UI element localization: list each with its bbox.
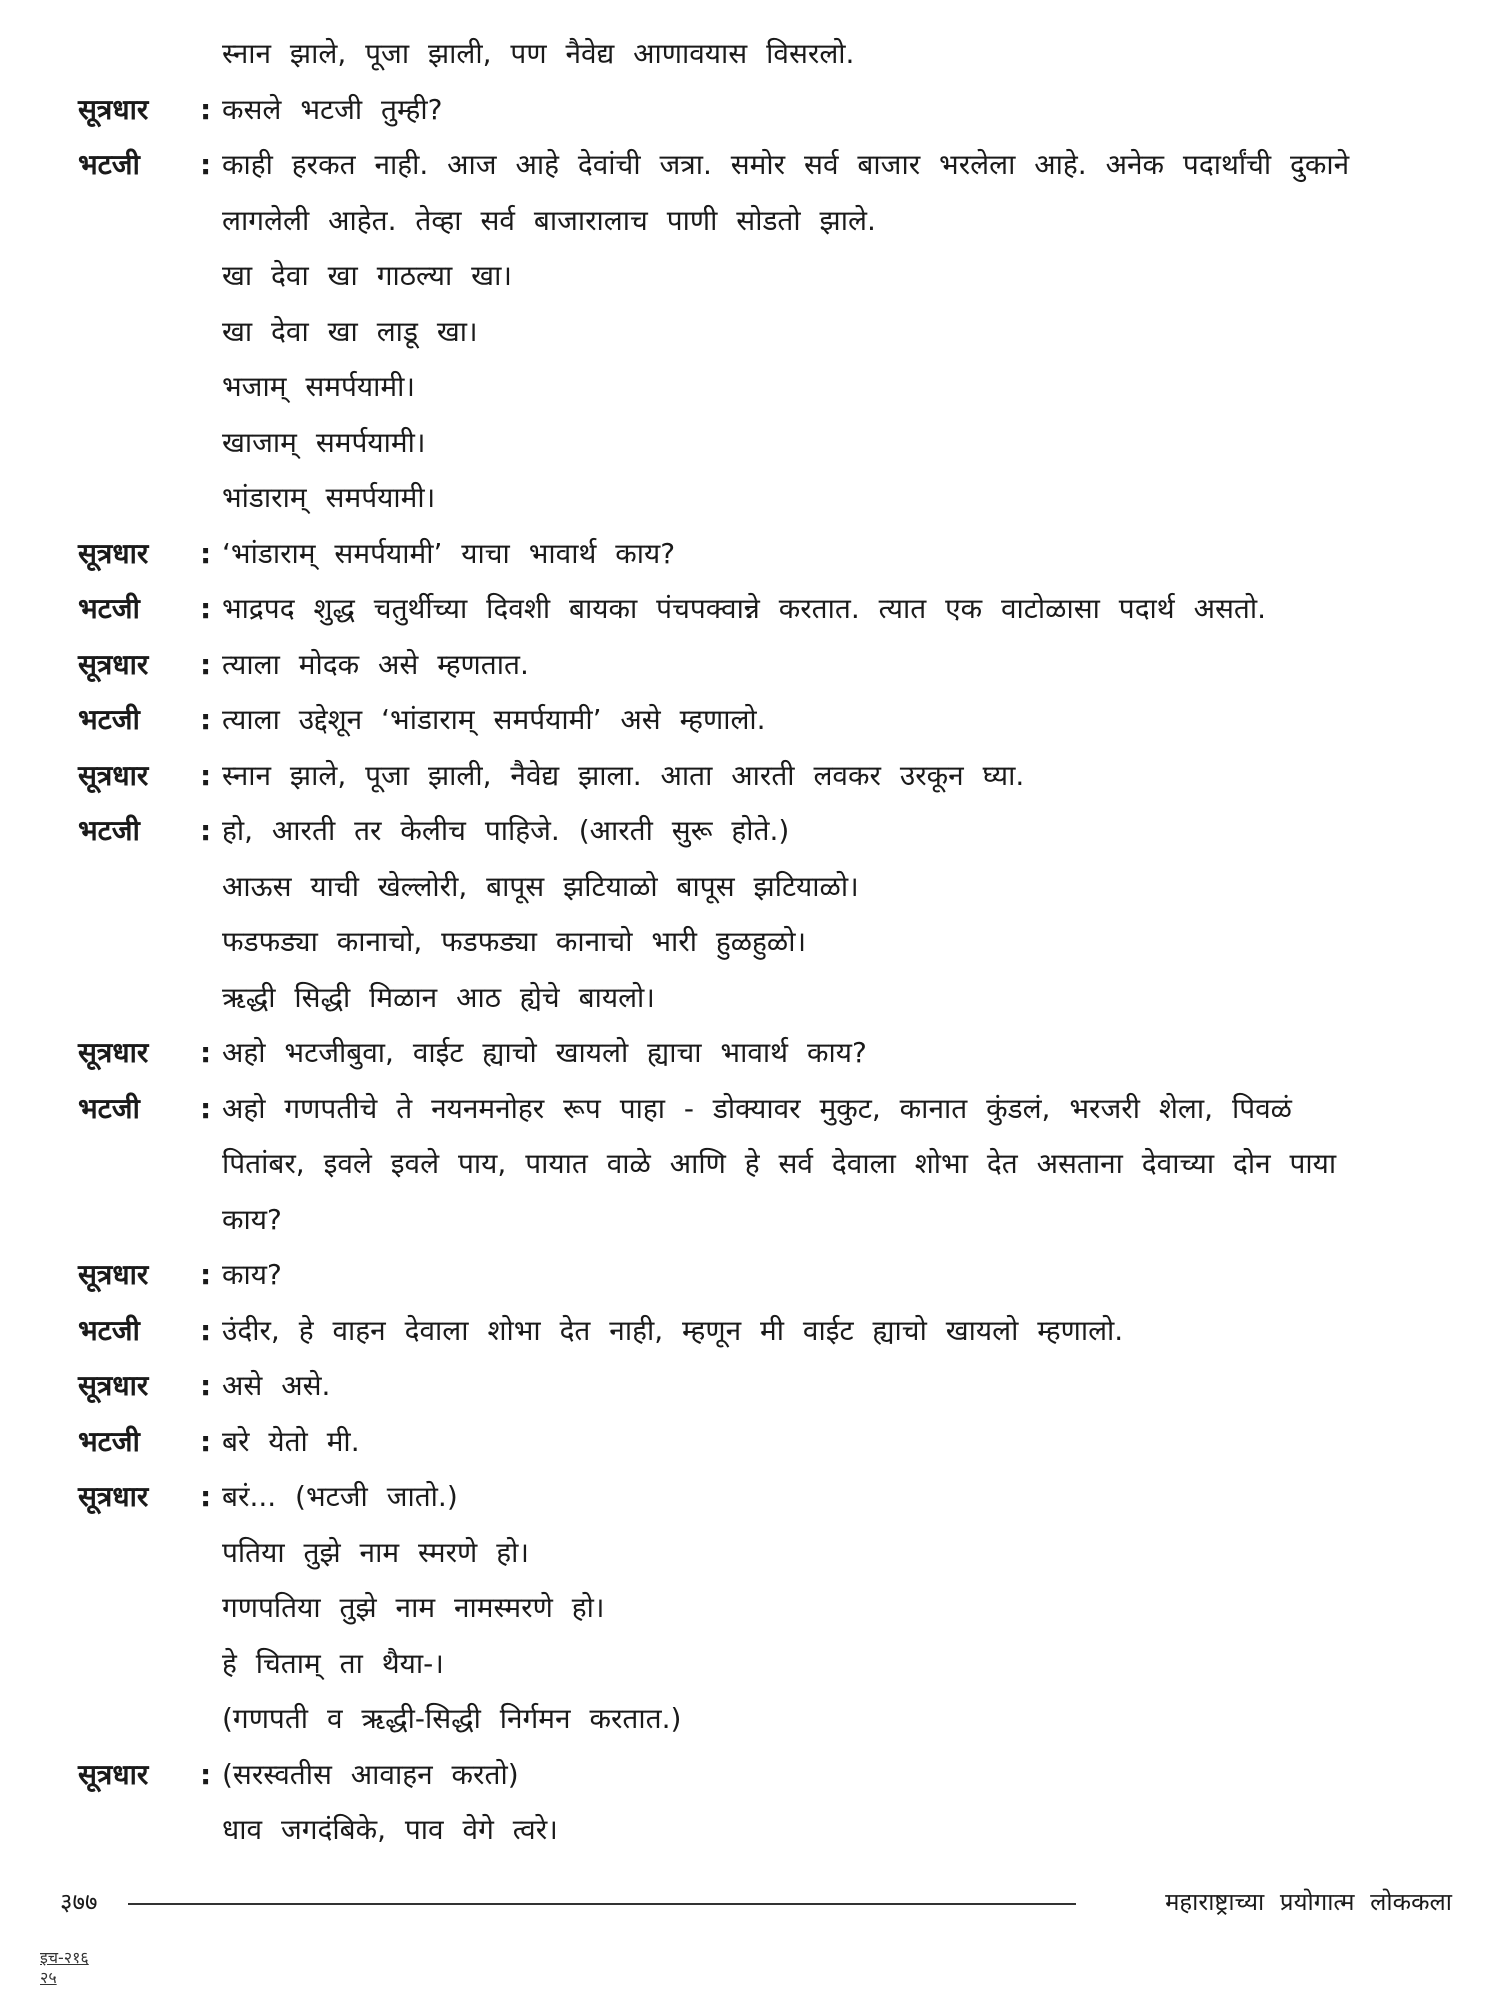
speaker-colon: : — [200, 1091, 212, 1125]
dialogue-text: काय? — [222, 1258, 282, 1291]
page-footer — [0, 1882, 1500, 1922]
dialogue-text: असे असे. — [222, 1369, 331, 1402]
speaker-name: सूत्रधार — [78, 647, 149, 681]
speaker-colon: : — [200, 1757, 212, 1791]
speaker-name: सूत्रधार — [78, 1757, 149, 1791]
dialogue-line — [0, 1471, 1500, 1523]
library-stamp — [40, 1948, 89, 1988]
dialogue-text: खा देवा खा लाडू खा। — [222, 314, 478, 348]
dialogue-text: स्नान झाले, पूजा झाली, नैवेद्य झाला. आता आरती लवकर उरकून घ्या. — [222, 758, 1025, 792]
dialogue-text: लागलेली आहेत. तेव्हा सर्व बाजारालाच पाणी सोडतो झाले. — [222, 203, 876, 237]
dialogue-text: खा देवा खा गाठल्या खा। — [222, 259, 512, 292]
dialogue-line — [0, 1582, 1500, 1634]
dialogue-line — [0, 306, 1500, 358]
dialogue-text: भाद्रपद शुद्ध चतुर्थीच्या दिवशी बायका पंचपक्वान्ने करतात. त्यात एक वाटोळासा पदार्थ असतो. — [222, 592, 1267, 625]
speaker-name: सूत्रधार — [78, 1036, 149, 1069]
dialogue-text: धाव जगदंबिके, पाव वेगे त्वरे। — [222, 1813, 558, 1846]
dialogue-line — [0, 1693, 1500, 1745]
dialogue-line — [0, 1305, 1500, 1357]
speaker-colon: : — [200, 1258, 212, 1291]
dialogue-text: अहो गणपतीचे ते नयनमनोहर रूप पाहा - डोक्यावर मुकुट, कानात कुंडलं, भरजरी शेला, पिवळं — [222, 1091, 1292, 1125]
dialogue-line — [0, 1138, 1500, 1190]
dialogue-text: कसले भटजी तुम्ही? — [222, 92, 443, 126]
dialogue-line — [0, 250, 1500, 302]
speaker-name: सूत्रधार — [78, 92, 149, 126]
dialogue-line — [0, 472, 1500, 524]
speaker-colon: : — [200, 703, 212, 736]
dialogue-text: काय? — [222, 1202, 282, 1236]
footer-rule — [128, 1903, 1076, 1905]
dialogue-line — [0, 639, 1500, 691]
dialogue-line — [0, 139, 1500, 191]
speaker-colon: : — [200, 1424, 212, 1458]
stamp-line-1: इच-२१६ — [40, 1948, 89, 1967]
speaker-colon: : — [200, 758, 212, 792]
speaker-colon: : — [200, 148, 212, 181]
speaker-name: सूत्रधार — [78, 1480, 149, 1513]
dialogue-text: त्याला मोदक असे म्हणतात. — [222, 647, 529, 681]
dialogue-text: पितांबर, इवले इवले पाय, पायात वाळे आणि हे सर्व देवाला शोभा देत असताना देवाच्या दोन पाया — [222, 1147, 1337, 1180]
speaker-colon: : — [200, 647, 212, 681]
dialogue-text: स्नान झाले, पूजा झाली, पण नैवेद्य आणावयास विसरलो. — [222, 37, 855, 70]
speaker-name: भटजी — [78, 592, 140, 625]
speaker-colon: : — [200, 1313, 212, 1347]
dialogue-line — [0, 805, 1500, 857]
dialogue-text: भांडाराम् समर्पयामी। — [222, 481, 436, 514]
dialogue-line — [0, 195, 1500, 247]
speaker-name: भटजी — [78, 148, 140, 181]
book-title: महाराष्ट्राच्या प्रयोगात्म लोककला — [1165, 1888, 1452, 1916]
dialogue-text: काही हरकत नाही. आज आहे देवांची जत्रा. समोर सर्व बाजार भरलेला आहे. अनेक पदार्थांची दुकाने — [222, 148, 1350, 181]
speaker-colon: : — [200, 592, 212, 625]
dialogue-text: हो, आरती तर केलीच पाहिजे. (आरती सुरू होते.) — [222, 814, 790, 847]
dialogue-line — [0, 1804, 1500, 1856]
dialogue-line — [0, 750, 1500, 802]
speaker-colon: : — [200, 814, 212, 847]
speaker-name: सूत्रधार — [78, 536, 149, 570]
speaker-name: भटजी — [78, 1091, 140, 1125]
speaker-name: भटजी — [78, 703, 140, 736]
dialogue-line — [0, 1527, 1500, 1579]
dialogue-line — [0, 1416, 1500, 1468]
dialogue-text: त्याला उद्देशून ‘भांडाराम् समर्पयामी’ असे म्हणालो. — [222, 703, 766, 736]
dialogue-line — [0, 84, 1500, 136]
dialogue-text: ऋद्धी सिद्धी मिळान आठ ह्येचे बायलो। — [222, 980, 655, 1014]
stamp-line-2: २५ — [40, 1968, 57, 1987]
speaker-name: भटजी — [78, 1313, 140, 1347]
dialogue-line — [0, 972, 1500, 1024]
speaker-colon: : — [200, 536, 212, 570]
dialogue-text: बरे येतो मी. — [222, 1424, 360, 1458]
dialogue-line — [0, 694, 1500, 746]
dialogue-text: ‘भांडाराम् समर्पयामी’ याचा भावार्थ काय? — [222, 536, 676, 570]
dialogue-line — [0, 28, 1500, 80]
dialogue-text: अहो भटजीबुवा, वाईट ह्याचो खायलो ह्याचा भावार्थ काय? — [222, 1036, 867, 1069]
dialogue-text: खाजाम् समर्पयामी। — [222, 425, 426, 459]
dialogue-text: गणपतिया तुझे नाम नामस्मरणे हो। — [222, 1591, 605, 1624]
dialogue-text: फडफड्या कानाचो, फडफड्या कानाचो भारी हुळहुळो। — [222, 925, 807, 958]
dialogue-line — [0, 583, 1500, 635]
speaker-name: भटजी — [78, 814, 140, 847]
dialogue-text: (गणपती व ऋद्धी-सिद्धी निर्गमन करतात.) — [222, 1702, 682, 1735]
speaker-colon: : — [200, 1480, 212, 1513]
dialogue-line — [0, 1749, 1500, 1801]
speaker-name: सूत्रधार — [78, 758, 149, 792]
dialogue-line — [0, 361, 1500, 413]
dialogue-line — [0, 1360, 1500, 1412]
speaker-colon: : — [200, 92, 212, 126]
dialogue-text: भजाम् समर्पयामी। — [222, 370, 416, 403]
dialogue-line — [0, 861, 1500, 913]
dialogue-text: पतिया तुझे नाम स्मरणे हो। — [222, 1535, 529, 1569]
speaker-colon: : — [200, 1369, 212, 1402]
dialogue-text: हे चिताम् ता थैया-। — [222, 1646, 444, 1680]
page-number: ३७७ — [60, 1888, 98, 1916]
dialogue-line — [0, 1194, 1500, 1246]
dialogue-line — [0, 1249, 1500, 1301]
dialogue-line — [0, 417, 1500, 469]
dialogue-text: आऊस याची खेल्लोरी, बापूस झटियाळो बापूस झटियाळो। — [222, 869, 859, 903]
dialogue-line — [0, 1083, 1500, 1135]
dialogue-line — [0, 1638, 1500, 1690]
speaker-colon: : — [200, 1036, 212, 1069]
dialogue-line — [0, 1027, 1500, 1079]
dialogue-text: बरं... (भटजी जातो.) — [222, 1480, 458, 1513]
dialogue-text: उंदीर, हे वाहन देवाला शोभा देत नाही, म्हणून मी वाईट ह्याचो खायलो म्हणालो. — [222, 1313, 1124, 1347]
dialogue-text: (सरस्वतीस आवाहन करतो) — [222, 1757, 519, 1791]
dialogue-line — [0, 916, 1500, 968]
speaker-name: सूत्रधार — [78, 1258, 149, 1291]
speaker-name: भटजी — [78, 1424, 140, 1458]
speaker-name: सूत्रधार — [78, 1369, 149, 1402]
dialogue-line — [0, 528, 1500, 580]
